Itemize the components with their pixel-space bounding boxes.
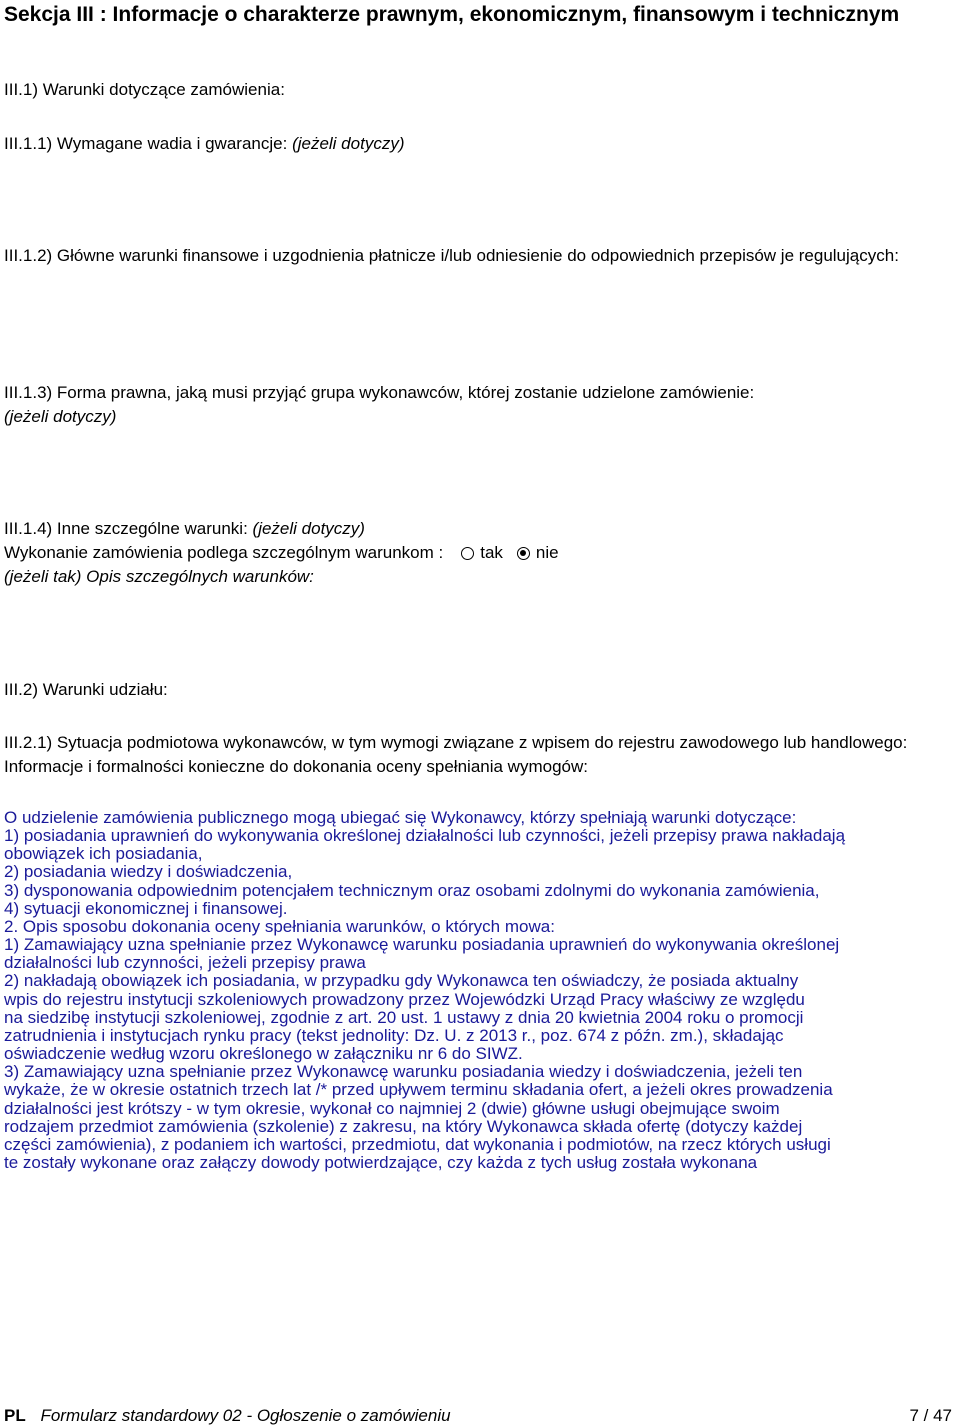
page-footer (4, 1405, 952, 1427)
heading-iii-1-3-text: III.1.3) Forma prawna, jaką musi przyjąć grupa wykonawców, której zostanie udzielone zamówienie: (4, 383, 755, 402)
block-iii-2-1 (4, 731, 946, 779)
heading-iii-1 (4, 78, 954, 102)
text-line: 2. Opis sposobu dokonania oceny spełniania warunków, o których mowa: (4, 916, 555, 936)
heading-iii-2-text: III.2) Warunki udziału: (4, 680, 168, 699)
heading-iii-1-1 (4, 132, 954, 156)
text-line: działalności lub czynności, jeżeli przepisy prawa (4, 953, 366, 973)
text-line: te zostały wykonane oraz załączy dowody potwierdzające, czy każda z tych usług została wykonana (4, 1152, 758, 1172)
heading-iii-1-4-note: (jeżeli dotyczy) (252, 519, 365, 538)
text-line: obowiązek ich posiadania, (4, 844, 203, 864)
special-conditions-row (4, 541, 954, 565)
section-header (4, 0, 954, 29)
text-line: wpis do rejestru instytucji szkoleniowych prowadzony przez Wojewódzki Urząd Pracy właściwy ze względu (4, 989, 805, 1009)
text-line: 1) Zamawiający uzna spełnianie przez Wykonawcę warunku posiadania uprawnień do wykonywania określonej (4, 935, 840, 955)
heading-iii-1-4-text: III.1.4) Inne szczególne warunki: (4, 519, 248, 538)
text-line: 1) posiadania uprawnień do wykonywania określonej działalności lub czynności, jeżeli przepisy prawa nakładają (4, 826, 846, 846)
option-tak[interactable] (461, 541, 503, 565)
footer-left (4, 1405, 451, 1427)
heading-iii-1-2 (4, 244, 948, 268)
text-line: zatrudnienia i instytucjach rynku pracy (tekst jednolity: Dz. U. z 2013 r., poz. 674 z późn. zm.), składając (4, 1025, 784, 1045)
text-line: wykaże, że w okresie ostatnich trzech lat /* przed upływem terminu składania ofert, a jeżeli okres prowadzenia (4, 1080, 833, 1100)
special-conditions-question: Wykonanie zamówienia podlega szczególnym warunkom : (4, 543, 444, 562)
text-line: 2) nakładają obowiązek ich posiadania, w przypadku gdy Wykonawca ten oświadczy, że posiada aktualny (4, 971, 799, 991)
text-line: oświadczenie według wzoru określonego w załączniku nr 6 do SIWZ. (4, 1044, 523, 1064)
text-line: działalności jest krótszy - w tym okresie, wykonał co najmniej 2 (dwie) główne usługi obejmujące swoim (4, 1098, 780, 1118)
heading-iii-1-3 (4, 381, 954, 429)
heading-iii-1-1-note: (jeżeli dotyczy) (292, 134, 405, 153)
heading-iii-2-1-text: III.2.1) Sytuacja podmiotowa wykonawców, w tym wymogi związane z wpisem do rejestru zawodowego lub handlowego: (4, 733, 908, 752)
heading-iii-1-4 (4, 517, 954, 541)
heading-iii-1-2-text: III.1.2) Główne warunki finansowe i uzgodnienia płatnicze i/lub odniesienie do odpowiednich przepisów je regulujących: (4, 246, 899, 265)
footer-form-title: Formularz standardowy 02 - Ogłoszenie o zamówieniu (40, 1406, 451, 1425)
option-tak-label: tak (480, 543, 503, 562)
text-line: rodzajem przedmiot zamówienia (szkolenie) z zakresu, na który Wykonawca składa ofertę (dotyczy każdej (4, 1116, 803, 1136)
section-title: Sekcja III : Informacje o charakterze prawnym, ekonomicznym, finansowym i technicznym (4, 3, 900, 26)
conditions-text (4, 809, 958, 1172)
heading-iii-1-text: III.1) Warunki dotyczące zamówienia: (4, 80, 285, 99)
heading-iii-1-1-text: III.1.1) Wymagane wadia i gwarancje: (4, 134, 288, 153)
footer-page-number: 7 / 47 (909, 1406, 952, 1425)
text-line: na siedzibę instytucji szkoleniowej, zgodnie z art. 20 ust. 1 ustawy z dnia 20 kwietnia 2004 roku o promocji (4, 1007, 804, 1027)
text-line: 4) sytuacji ekonomicznej i finansowej. (4, 898, 288, 918)
option-nie[interactable] (517, 541, 559, 565)
heading-iii-2 (4, 678, 954, 702)
radio-unchecked-icon[interactable] (461, 547, 474, 560)
option-nie-label: nie (535, 543, 559, 562)
special-conditions-details-label: (jeżeli tak) Opis szczególnych warunków: (4, 567, 314, 586)
radio-checked-icon[interactable] (517, 547, 530, 560)
text-line: części zamówienia), z podaniem ich wartości, przedmiotu, dat wykonania i podmiotów, na rzecz których usługi (4, 1134, 831, 1154)
text-line: 3) dysponowania odpowiednim potencjałem technicznym oraz osobami zdolnymi do wykonania zamówienia, (4, 880, 820, 900)
heading-iii-2-1 (4, 731, 946, 755)
footer-lang: PL (4, 1406, 26, 1425)
block-iii-1-4 (4, 517, 954, 589)
text-line: 2) posiadania wiedzy i doświadczenia, (4, 862, 293, 882)
text-line: O udzielenie zamówienia publicznego mogą ubiegać się Wykonawcy, którzy spełniają warunki dotyczące: (4, 808, 797, 827)
heading-iii-1-3-note: (jeżeli dotyczy) (4, 407, 117, 426)
heading-iii-2-1-subtitle: Informacje i formalności konieczne do dokonania oceny spełniania wymogów: (4, 757, 588, 776)
text-line: 3) Zamawiający uzna spełnianie przez Wykonawcę warunku posiadania wiedzy i doświadczenia, jeżeli ten (4, 1062, 803, 1082)
